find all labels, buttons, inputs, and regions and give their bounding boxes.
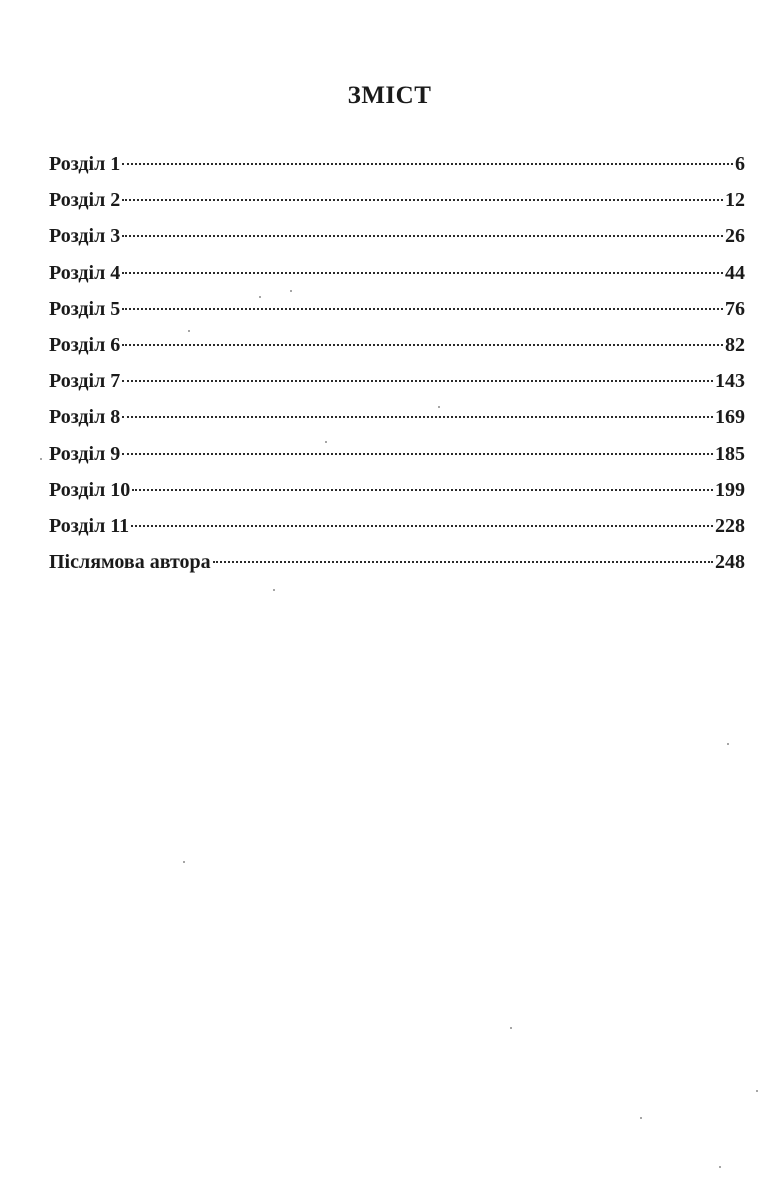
dot-leader	[122, 199, 723, 201]
scan-speck	[438, 406, 440, 408]
toc-entry-page-number: 143	[715, 370, 745, 393]
toc-entry-page-number: 185	[715, 442, 745, 465]
page-title: ЗМІСТ	[347, 82, 432, 109]
scan-speck	[719, 1166, 721, 1168]
scan-speck	[259, 296, 261, 298]
toc-entry-label: Розділ 6	[49, 333, 121, 356]
toc-entry	[49, 399, 745, 435]
toc-entry	[49, 255, 745, 291]
toc-entry-page-number: 26	[725, 225, 745, 248]
dot-leader	[132, 489, 713, 491]
toc-entry	[49, 182, 745, 218]
toc-entry-label: Розділ 1	[49, 153, 121, 175]
toc-entry-page-number: 76	[725, 297, 745, 320]
scan-speck	[727, 743, 729, 745]
dot-leader	[213, 561, 713, 563]
toc-entry	[49, 472, 745, 508]
scan-speck	[183, 861, 185, 863]
scan-speck	[510, 1027, 512, 1029]
toc-entry	[49, 146, 745, 182]
table-of-contents	[49, 146, 745, 580]
scan-speck	[40, 458, 42, 460]
dot-leader	[122, 272, 723, 274]
toc-entry	[49, 544, 745, 580]
toc-entry	[49, 327, 745, 363]
dot-leader	[122, 163, 733, 165]
dot-leader	[122, 416, 713, 418]
toc-entry-page-number: 12	[725, 189, 745, 212]
toc-entry-label: Розділ 9	[49, 442, 121, 465]
dot-leader	[122, 380, 713, 382]
scan-speck	[273, 589, 275, 591]
toc-entry-page-number: 228	[715, 514, 745, 537]
toc-entry-page-number: 199	[715, 478, 745, 501]
scan-speck	[756, 1090, 758, 1092]
scan-speck	[290, 290, 292, 292]
dot-leader	[122, 308, 723, 310]
toc-entry	[49, 218, 745, 254]
scan-speck	[188, 330, 190, 332]
toc-entry	[49, 363, 745, 399]
toc-entry-label: Розділ 3	[49, 225, 121, 248]
toc-entry-label: Розділ 4	[49, 261, 121, 284]
toc-entry-label: Розділ 5	[49, 297, 121, 320]
toc-entry-page-number: 6	[735, 153, 745, 175]
toc-entry-page-number: 248	[715, 551, 745, 574]
toc-entry-label: Розділ 11	[49, 514, 130, 537]
toc-entry-label: Розділ 2	[49, 189, 121, 212]
toc-entry-label: Розділ 10	[49, 478, 131, 501]
dot-leader	[131, 525, 713, 527]
toc-entry-label: Післямова автора	[49, 551, 211, 574]
toc-entry-label: Розділ 8	[49, 406, 121, 429]
toc-entry-label: Розділ 7	[49, 370, 121, 393]
scan-speck	[325, 441, 327, 443]
dot-leader	[122, 453, 713, 455]
toc-entry-page-number: 82	[725, 333, 745, 356]
dot-leader	[122, 235, 723, 237]
toc-entry	[49, 436, 745, 472]
toc-entry-page-number: 169	[715, 406, 745, 429]
toc-entry-page-number: 44	[725, 261, 745, 284]
scan-speck	[640, 1117, 642, 1119]
toc-entry	[49, 291, 745, 327]
toc-entry	[49, 508, 745, 544]
dot-leader	[122, 344, 723, 346]
